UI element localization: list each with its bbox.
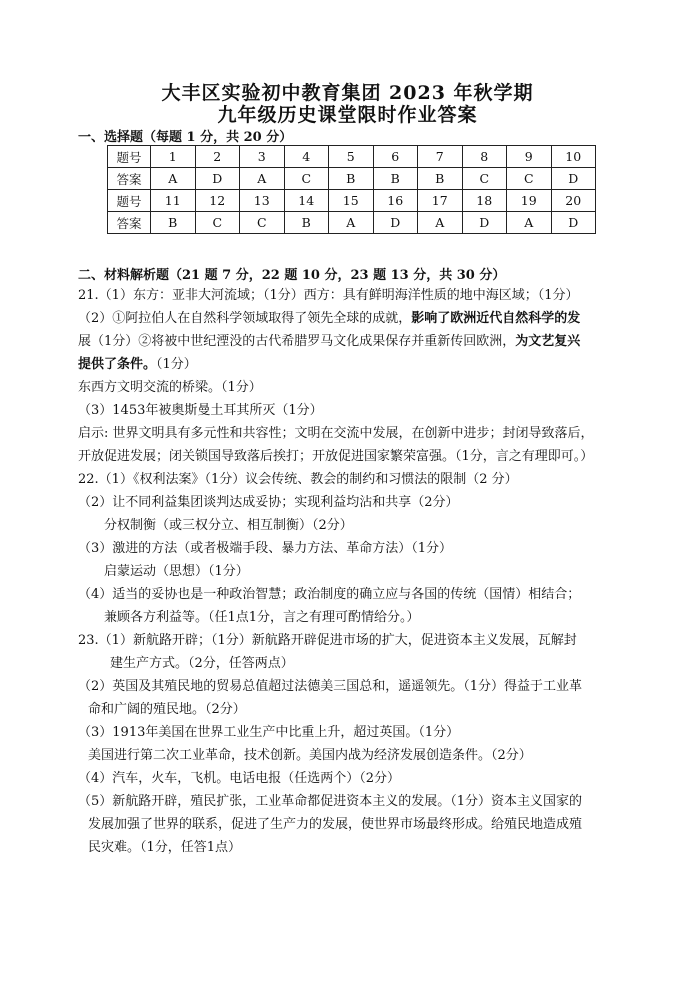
document-title-line2: 九年级历史课堂限时作业答案 [217,104,478,126]
answer-line: 发展加强了世界的联系，促进了生产力的发展，使世界市场最终形成。给殖民地造成殖 [88,817,583,832]
question-number: 18 [462,190,507,212]
table-row [108,212,596,234]
row-label: 题号 [108,190,151,212]
answer-cell: B [418,168,463,190]
row-label: 题号 [108,146,151,168]
answer-text: 展（1分）②将被中世纪湮没的古代希腊罗马文化成果保存并重新传回欧洲， [78,334,516,349]
answer-text: （1分） [156,357,197,372]
question-number: 11 [151,190,196,212]
answer-cell: C [507,168,552,190]
row-label: 答案 [108,212,151,234]
answer-line: 命和广阔的殖民地。（2分） [88,702,246,717]
question-number: 5 [329,146,374,168]
answer-cell: C [195,212,240,234]
answer-line: （4）汽车，火车，飞机。电话电报（任选两个）（2分） [78,771,401,786]
answer-line: （3）1913年美国在世界工业生产中比重上升，超过英国。（1分） [78,725,460,740]
multiple-choice-answer-table [107,145,596,234]
answer-line: 兼顾各方利益等。（任1点1分，言之有理可酌情给分。） [104,610,420,625]
question-number: 2 [195,146,240,168]
answer-cell: C [240,212,285,234]
question-number: 3 [240,146,285,168]
answer-line: （4）适当的妥协也是一种政治智慧；政治制度的确立应与各国的传统（国情）相结合； [78,587,581,602]
question-number: 17 [418,190,463,212]
answer-cell: C [462,168,507,190]
question-number: 6 [373,146,418,168]
question-number: 12 [195,190,240,212]
answer-line: 21.（1）东方：亚非大河流域；（1分）西方：具有鲜明海洋性质的地中海区域；（1分） [78,288,579,303]
answer-cell: D [373,212,418,234]
answer-text-bold: 为文艺复兴 [515,334,581,349]
answer-line: （5）新航路开辟，殖民扩张，工业革命都促进资本主义的发展。（1分）资本主义国家的 [78,794,583,809]
answer-cell: A [151,168,196,190]
answer-line: （2）英国及其殖民地的贸易总值超过法德美三国总和，遥遥领先。（1分）得益于工业革 [78,679,583,694]
row-label: 答案 [108,168,151,190]
answer-cell: B [151,212,196,234]
table-row [108,146,596,168]
answer-line: 23.（1）新航路开辟；（1分）新航路开辟促进市场的扩大，促进资本主义发展，瓦解封 [78,633,577,648]
answer-cell: B [284,212,329,234]
question-number: 10 [551,146,596,168]
answer-line: 22.（1）《权利法案》（1分）议会传统、教会的制约和习惯法的限制（2 分） [78,472,518,487]
answer-cell: B [329,168,374,190]
answer-cell: D [551,212,596,234]
answer-line: 建生产方式。（2分，任答两点） [110,656,294,671]
question-number: 1 [151,146,196,168]
answer-cell: A [507,212,552,234]
question-number: 20 [551,190,596,212]
answer-text-bold: 影响了欧洲近代自然科学的发 [411,311,581,326]
table-row [108,168,596,190]
question-number: 9 [507,146,552,168]
answer-line: 启示: 世界文明具有多元性和共容性；文明在交流中发展，在创新中进步；封闭导致落后， [78,426,594,441]
answer-line: 开放促进发展；闭关锁国导致落后挨打；开放促进国家繁荣富强。（1分，言之有理即可。） [78,449,594,464]
section1-heading: 一、选择题（每题 1 分，共 20 分） [78,130,293,145]
question-number: 7 [418,146,463,168]
question-number: 15 [329,190,374,212]
question-number: 16 [373,190,418,212]
answer-text: （2）①阿拉伯人在自然科学领域取得了领先全球的成就， [78,311,412,326]
answer-cell: D [551,168,596,190]
answer-cell: A [329,212,374,234]
question-number: 8 [462,146,507,168]
answer-line [78,356,197,374]
answer-cell: D [195,168,240,190]
answer-line: （3）激进的方法（或者极端手段、暴力方法、革命方法）（1分） [78,541,453,556]
question-number: 4 [284,146,329,168]
answer-line: 启蒙运动（思想）（1分） [104,564,249,579]
answer-line: 民灾难。（1分，任答1点） [88,840,242,855]
answer-cell: A [240,168,285,190]
answer-line [78,310,580,328]
answer-cell: C [284,168,329,190]
answer-text-bold: 提供了条件。 [78,357,157,372]
answer-line: 美国进行第二次工业革命，技术创新。美国内战为经济发展创造条件。（2分） [88,748,532,763]
answer-cell: D [462,212,507,234]
answer-cell: A [418,212,463,234]
question-number: 14 [284,190,329,212]
question-number: 13 [240,190,285,212]
section2-heading: 二、材料解析题（21 题 7 分，22 题 10 分，23 题 13 分，共 30 分） [78,268,506,283]
document-title-line1: 大丰区实验初中教育集团 2023 年秋学期 [161,82,534,104]
answer-cell: B [373,168,418,190]
answer-line: （2）让不同利益集团谈判达成妥协；实现利益均沾和共享（2分） [78,495,459,510]
answer-line: （3）1453年被奥斯曼土耳其所灭（1分） [78,403,323,418]
answer-line: 分权制衡（或三权分立、相互制衡）（2分） [104,518,353,533]
answer-line [78,333,580,351]
table-row [108,190,596,212]
answer-line: 东西方文明交流的桥梁。（1分） [78,380,262,395]
question-number: 19 [507,190,552,212]
